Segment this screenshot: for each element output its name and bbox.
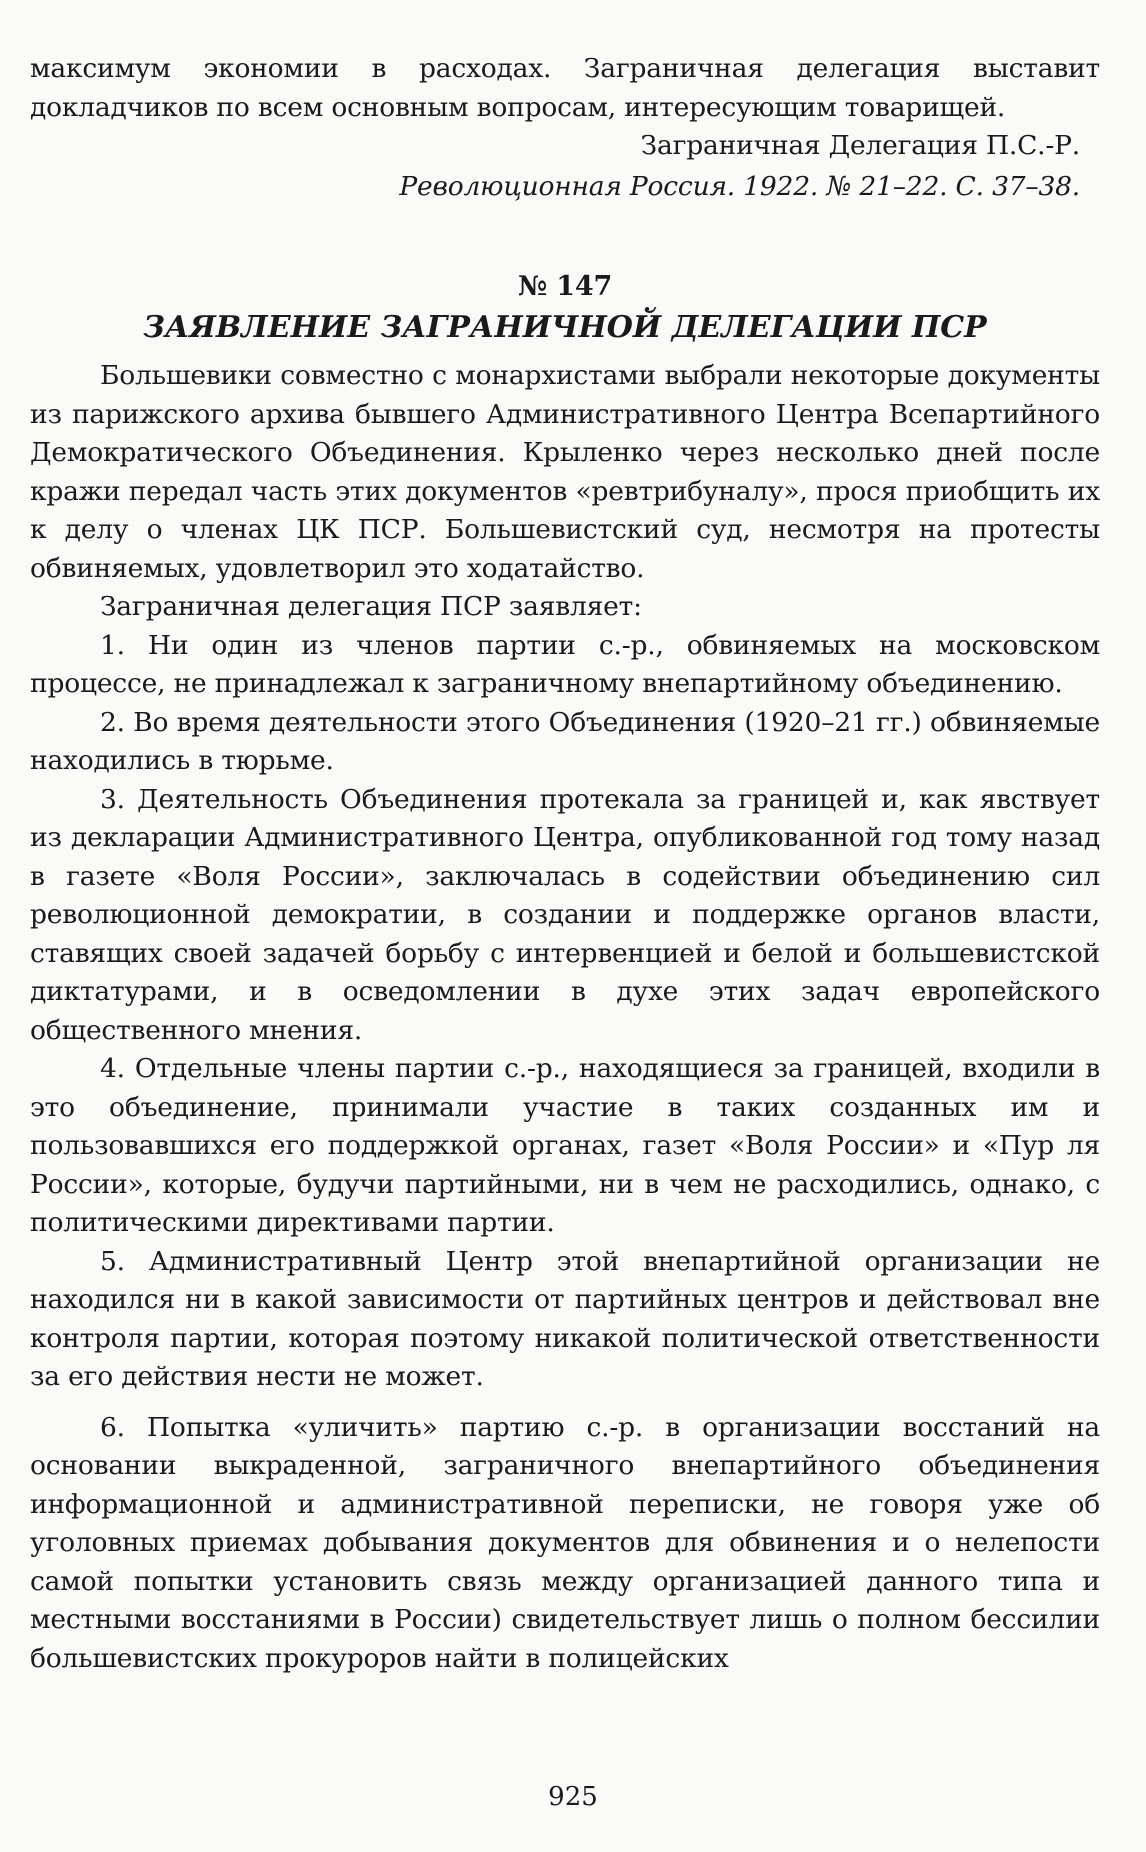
paragraph-point-1: 1. Ни один из членов партии с.-р., обвиняемых на московском процессе, не принадлежал к заграничному внепартийному объединению. <box>30 629 1100 699</box>
continuation-paragraph: максимум экономии в расходах. Заграничная делегация выставит докладчиков по всем основным вопросам, интересующим товарищей. <box>30 53 1100 123</box>
paragraph-point-2: 2. Во время деятельности этого Объединения (1920–21 гг.) обвиняемые находились в тюрьме. <box>30 706 1100 776</box>
paragraph-point-6: 6. Попытка «уличить» партию с.-р. в организации восстаний на основании выкраденной, заграничного внепартийного объединения информационной и административной переписки, не говоря уже об уголовных приемах добывания документов для обвинения и о нелепости самой попытки установить связь между организацией данного типа и местными восстаниями в России) свидетельствует лишь о полном бессилии большевистских прокуроров найти в полицейских <box>30 1411 1100 1674</box>
signature: Заграничная Делегация П.С.-Р. <box>640 130 1080 161</box>
paragraph-intro: Большевики совместно с монархистами выбрали некоторые документы из парижского архива бывшего Административного Центра Всепартийного Демократического Объединения. Крыленко через несколько дней после кражи передал часть этих документов «ревтрибуналу», прося приобщить их к делу о членах ЦК ПСР. Большевистский суд, несмотря на протесты обвиняемых, удовлетворил это ходатайство. <box>30 360 1100 584</box>
document-page <box>30 50 1100 1678</box>
paragraph-point-4: 4. Отдельные члены партии с.-р., находящиеся за границей, входили в это объединение, принимали участие в таких созданных им и пользовавшихся его поддержкой органах, газет «Воля России» и «Пур ля России», которые, будучи партийными, ни в чем не расходились, однако, с политическими директивами партии. <box>30 1053 1100 1238</box>
paragraph-point-3: 3. Деятельность Объединения протекала за границей и, как явствует из декларации Административного Центра, опубликованной год тому назад в газете «Воля России», заключалась в содействии объединению сил революционной демократии, в создании и поддержке органов власти, ставящих своей задачей борьбу с интервенцией и белой и большевистской диктатурами, и в осведомлении в духе этих задач европейского общественного мнения. <box>30 783 1100 1046</box>
source-citation: Революционная Россия. 1922. № 21–22. С. 37–38. <box>399 170 1080 202</box>
paragraph-declares: Заграничная делегация ПСР заявляет: <box>100 591 642 622</box>
document-number: № 147 <box>517 271 613 302</box>
document-title: ЗАЯВЛЕНИЕ ЗАГРАНИЧНОЙ ДЕЛЕГАЦИИ ПСР <box>143 309 987 345</box>
page-number: 925 <box>548 1782 598 1812</box>
paragraph-point-5: 5. Административный Центр этой внепартийной организации не находился ни в какой зависимости от партийных центров и действовал вне контроля партии, которая поэтому никакой политической ответственности за его действия нести не может. <box>30 1245 1100 1392</box>
